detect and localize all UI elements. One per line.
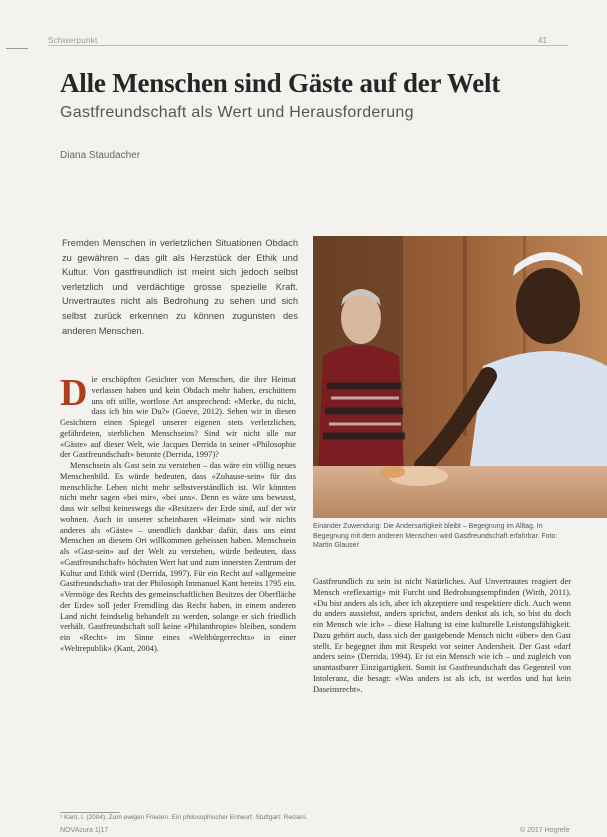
- footnote: ¹ Kant, I. (2004). Zum ewigen Frieden. Ein philosophischer Entwurf. Stuttgart: Reclam.: [60, 814, 308, 821]
- drop-cap: D: [60, 372, 88, 414]
- margin-tick: [6, 48, 28, 49]
- article-subtitle: Gastfreundschaft als Wert und Herausforderung: [60, 104, 414, 121]
- article-title: Alle Menschen sind Gäste auf der Welt: [60, 68, 501, 98]
- body-paragraph: Menschsein als Gast sein zu verstehen – das wäre ein völlig neues Menschenbild. Es würde bedeuten, dass «Zuhause-sein» für das menschliche Leben nicht mehr selbstverständlich ist. Wir könnten nicht mehr sagen «bei mir», «bei uns». Denn es wäre uns bewusst, dass wir selbst keineswegs die «Besitzer» der Erde sind, auf der wir wohnen. Auch in unserer scheinbaren «Heimat» sind wir nichts anderes als «Gäste» – unendlich dankbar dafür, dass uns einst Menschen an diesem Ort willkommen geheissen haben. Menschsein als «Gast-sein» auf der Welt zu verstehen, würde bedeuten, dass «Gastfreundschaft» höchsten Wert hat und zum innersten Zentrum der Kultur und Ethik wird (Derrida, 1997). Für ein Recht auf «allgemeine Gastfreundschaft» trat der Philosoph Immanuel Kant bereits 1795 ein. «Vermöge des Rechts des gemeinschaftlichen Besitzes der Oberfläche der Erde» soll jeder Fremdling das Recht haben, in einem anderen Land nicht feindselig behandelt zu werden, solange er sich friedlich verhält. Gastfreundschaft soll keine «Philanthropie» bleiben, sondern ein «Recht» im Sinne eines «Weltbürgerrechts» in einer «Weltrepublik» (Kant, 2004).: [60, 461, 296, 653]
- footnote-rule: [60, 812, 120, 813]
- body-paragraph: ie erschöpften Gesichter von Menschen, die ihre Heimat verlassen haben und kein Obdach mehr haben, erschüttern uns oft stille, wortlose Art ansprechend: «Merke, du nicht, dass ich bin wie Du?» (Goeve, 2012). Sehen wir in diesen Gesichtern einen Spiegel unserer eigenen stets verletzlichen, gefährdeten, sterblichen Menschseins? Sind wir nicht alle nur «Gäste» auf dieser Welt, wie Jacques Derrida in seiner «Philosophie der Gastfreundschaft» betonte (Derrida, 1997)?: [60, 375, 296, 460]
- photo-illustration: [313, 236, 607, 518]
- article-lead: Fremden Menschen in verletzlichen Situationen Obdach zu gewähren – das gilt als Herzstück der Ethik und Kultur. Von gastfreundlich ist meint sich jedoch selbst verletzlich und verdächtige grosse spezielle Kraft. Unvertrautes nicht als Bedrohung zu sehen und sich selbst zurück erkennen zu können zugunsten des anderen Menschen.: [62, 238, 298, 336]
- body-column-right: [313, 577, 571, 695]
- photo-caption: Einander Zuwendung: Die Andersartigkeit bleibt – Begegnung im Alltag. In Begegnung mit dem anderen Menschen wird Gastfreundschaft erfahrbar. Foto: Martin Glauser: [313, 523, 558, 549]
- page-number: 41: [538, 36, 547, 45]
- footer-publisher: © 2017 Hogrefe: [520, 827, 570, 834]
- section-label: Schwerpunkt: [48, 36, 98, 45]
- header-rule: [48, 45, 568, 46]
- footer-journal: NOVAcura 1|17: [60, 827, 109, 834]
- body-paragraph: Gastfreundlich zu sein ist nicht Natürliches. Auf Unvertrautes reagiert der Mensch «reflexartig» mit Furcht und Bedrohungsempfinden (Wirth, 2011). «Du bist anders als ich, aber ich akzeptiere und respektiere dich. Auch wenn du anders aussiehst, anders sprichst, anders denkst als ich, so bist du doch ein Mensch wie ich» – diese Haltung ist eine kulturelle Leistungsfähigkeit. Dazu gehört auch, dass sich der gastgebende Mensch nicht «über» den Gast stellt. Er begegnet ihm mit Respekt vor seiner Andersheit. Der Gast «darf anders sein» (Derrida, 1994). Er ist ein Mensch wie ich – und zugleich von unantastbarer Einzigartigkeit. Somit ist Gastfreundschaft das Gegenteil von Intoleranz, die besagt: «Was anders ist als ich, ist wertlos und hat kein Daseinsrecht».: [313, 577, 571, 694]
- article-photo: [313, 236, 607, 518]
- article-author: Diana Staudacher: [60, 150, 141, 161]
- body-column-left: [60, 372, 296, 655]
